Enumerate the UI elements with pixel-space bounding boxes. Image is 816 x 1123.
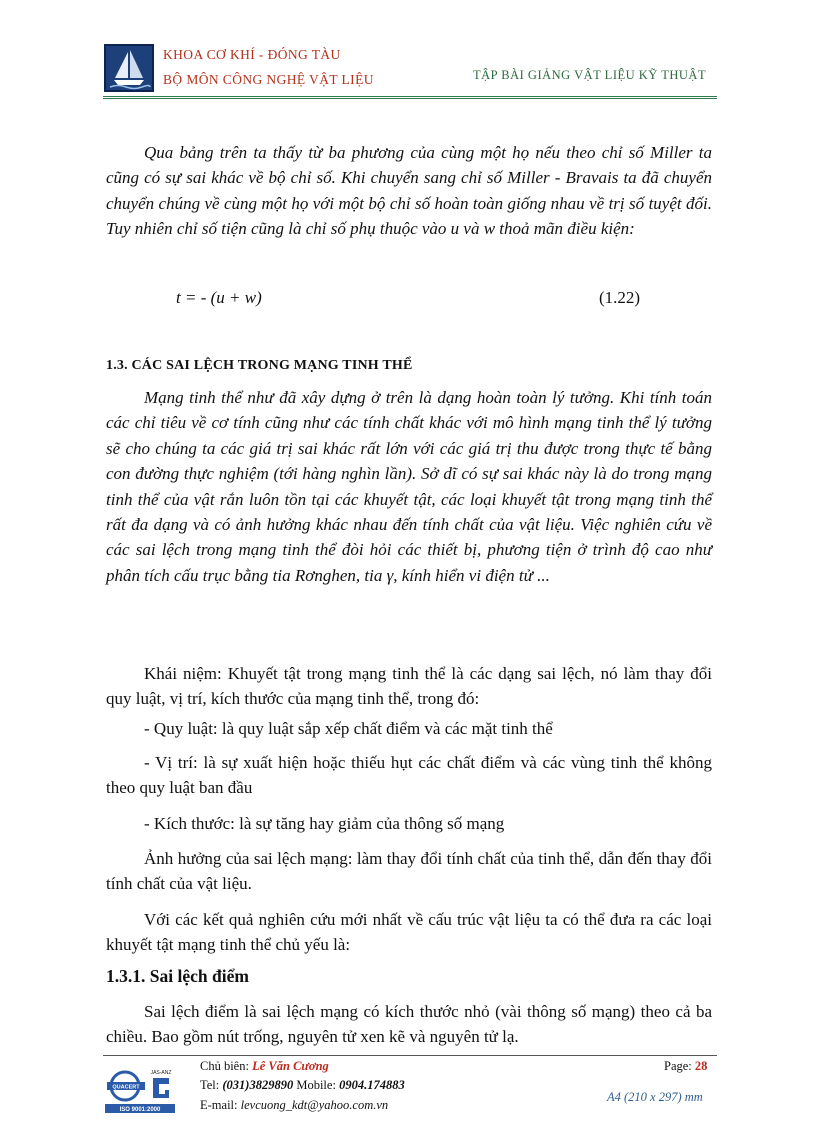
cert-label-bottom: ISO 9001:2000 [119, 1107, 161, 1113]
page-label: Page: [664, 1059, 692, 1073]
bullet-size: - Kích thước: là sự tăng hay giảm của thông số mạng [144, 814, 505, 833]
paragraph-ideal-lattice: Mạng tinh thể như đã xây dựng ở trên là dạng hoàn toàn lý tưởng. Khi tính toán các chỉ tiêu về cơ tính cũng như các tính chất khác với mô hình mạng tinh thể lý tưởng sẽ cho chúng ta các giá trị sai khác rất lớn với các giá trị thu được trong thực tế bằng con đường thực nghiệm (tới hàng nghìn lần). Sở dĩ có sự sai khác này là do trong mạng tinh thể của vật rắn luôn tồn tại các khuyết tật, các loại khuyết tật trong mạng tinh thể rất đa dạng và có ảnh hưởng khác nhau đến tính chất của vật liệu. Việc nghiên cứu về các sai lệch trong mạng tinh thể đòi hỏi các thiết bị, phương tiện ở trình độ cao như phân tích cấu trục bằng tia Rơnghen, tia γ, kính hiển vi điện tử ... [106, 388, 712, 585]
page-number: 28 [694, 1059, 708, 1073]
email-label: E-mail: [200, 1098, 238, 1112]
paragraph-miller: Qua bảng trên ta thấy từ ba phương của cùng một họ nếu theo chỉ số Miller ta cũng có sự sai khác về bộ chỉ số. Khi chuyển sang chỉ số Miller - Bravais ta đã chuyển chuyển chúng về cùng một họ với một bộ chỉ số hoàn toàn giống nhau về trị số tuyệt đối. Tuy nhiên chỉ số tiện cũng là chỉ số phụ thuộc vào u và w thoả mãn điều kiện: [106, 143, 712, 239]
footer-phone [200, 1078, 405, 1093]
footer-divider [103, 1055, 717, 1056]
editor-label: Chủ biên: [200, 1059, 249, 1073]
header-department: BỘ MÔN CÔNG NGHỆ VẬT LIỆU [163, 72, 374, 87]
paragraph-influence: Ảnh hưởng của sai lệch mạng: làm thay đổi tính chất của tinh thể, dẫn đến thay đổi tính chất của vật liệu. [106, 849, 712, 894]
section-heading: 1.3. CÁC SAI LỆCH TRONG MẠNG TINH THỂ [106, 358, 413, 373]
paragraph-defect-types: Với các kết quả nghiên cứu mới nhất về cấu trúc vật liệu ta có thể đưa ra các loại khuyết tật mạng tinh thể chủ yếu là: [106, 910, 712, 955]
header-faculty: KHOA CƠ KHÍ - ĐÓNG TÀU [163, 47, 341, 62]
formula-number: (1.22) [599, 288, 641, 307]
bullet-rule: - Quy luật: là quy luật sắp xếp chất điểm và các mặt tinh thể [144, 719, 553, 738]
mobile-label: Mobile: [296, 1078, 336, 1092]
formula: t = - (u + w) [176, 288, 262, 307]
faculty-logo [104, 44, 154, 92]
mobile-value: 0904.174883 [339, 1078, 405, 1092]
subsection-heading: 1.3.1. Sai lệch điểm [106, 966, 249, 986]
tel-label: Tel: [200, 1078, 220, 1092]
footer-editor [200, 1059, 329, 1074]
sailboat-icon [106, 46, 152, 90]
footer-page [664, 1059, 707, 1074]
bullet-position: - Vị trí: là sự xuất hiện hoặc thiếu hụt các chất điểm và các vùng tinh thể không theo quy luật ban đầu [106, 753, 712, 798]
paper-size: A4 (210 x 297) mm [607, 1090, 703, 1104]
editor-name: Lê Văn Cương [252, 1059, 329, 1073]
cert-label-left: QUACERT [112, 1084, 140, 1091]
header-book-title: TẬP BÀI GIẢNG VẬT LIỆU KỸ THUẬT [473, 68, 707, 82]
email-value[interactable]: levcuong_kdt@yahoo.com.vn [240, 1098, 389, 1112]
cert-label-top: JAS-ANZ [150, 1070, 172, 1076]
paragraph-point-defect: Sai lệch điểm là sai lệch mạng có kích thước nhỏ (vài thông số mạng) theo cả ba chiều. Bao gồm nút trống, nguyên tử xen kẽ và nguyên tử lạ. [106, 1002, 712, 1047]
paragraph-concept: Khái niệm: Khuyết tật trong mạng tinh thể là các dạng sai lệch, nó làm thay đổi quy luật, vị trí, kích thước của mạng tinh thể, trong đó: [106, 664, 712, 709]
tel-value: (031)3829890 [222, 1078, 294, 1092]
footer-email [200, 1098, 388, 1113]
iso-certification-logo [103, 1064, 177, 1114]
header-divider [103, 96, 717, 99]
